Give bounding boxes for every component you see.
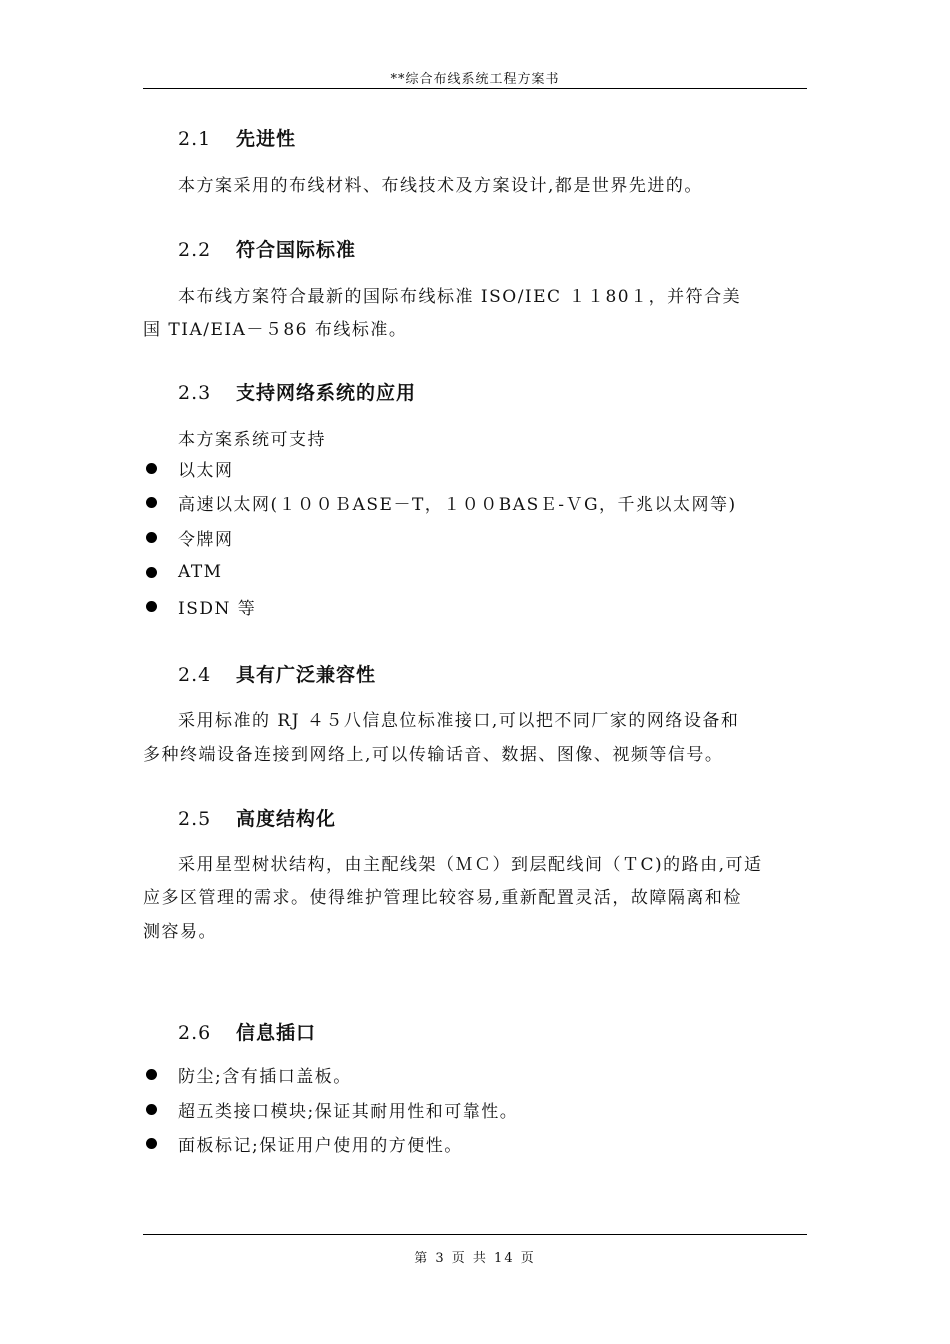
section-title: 信息插口 bbox=[236, 1022, 317, 1044]
section-heading bbox=[178, 804, 336, 831]
paragraph-line: 采用星型树状结构，由主配线架（ＭＣ）到层配线间（ＴC)的路由,可适 bbox=[178, 855, 763, 875]
section-number: 2.3 bbox=[178, 382, 212, 404]
section-heading bbox=[178, 1018, 316, 1045]
section-title: 先进性 bbox=[236, 128, 297, 150]
bullet-icon bbox=[146, 1069, 157, 1080]
paragraph-line: 国 TIA/EIA－５86 布线标准。 bbox=[143, 320, 408, 340]
bullet-icon bbox=[146, 463, 157, 474]
section-number: 2.5 bbox=[178, 808, 212, 830]
list-item bbox=[146, 594, 257, 619]
paragraph-line: 多种终端设备连接到网络上,可以传输话音、数据、图像、视频等信号。 bbox=[143, 745, 724, 765]
bullet-icon bbox=[146, 1104, 157, 1115]
section-title: 支持网络系统的应用 bbox=[236, 382, 417, 404]
section-title: 高度结构化 bbox=[236, 808, 337, 830]
bullet-icon bbox=[146, 567, 157, 578]
section-number: 2.2 bbox=[178, 239, 212, 261]
list-item bbox=[146, 1097, 519, 1122]
page-header: **综合布线系统工程方案书 bbox=[390, 72, 560, 87]
bullet-icon bbox=[146, 497, 157, 508]
bullet-icon bbox=[146, 1138, 157, 1149]
list-item bbox=[146, 456, 234, 481]
paragraph-line: 采用标准的 RJ ４５八信息位标准接口,可以把不同厂家的网络设备和 bbox=[178, 711, 740, 731]
header-rule bbox=[143, 88, 807, 89]
list-item-text: 高速以太网(１００ＢASE－T，１００BASＥ-ＶG，千兆以太网等) bbox=[178, 494, 737, 515]
list-item-text: 超五类接口模块;保证其耐用性和可靠性。 bbox=[178, 1101, 519, 1122]
section-heading bbox=[178, 235, 356, 262]
bullet-icon bbox=[146, 601, 157, 612]
list-item-text: ISDN 等 bbox=[178, 598, 257, 619]
list-item-text: 令牌网 bbox=[178, 529, 234, 550]
page-footer: 第 3 页 共 14 页 bbox=[414, 1251, 536, 1266]
section-heading bbox=[178, 378, 416, 405]
list-item bbox=[146, 490, 737, 515]
paragraph-line: 本方案采用的布线材料、布线技术及方案设计,都是世界先进的。 bbox=[178, 176, 703, 196]
list-item bbox=[146, 560, 223, 584]
paragraph-line: 应多区管理的需求。使得维护管理比较容易,重新配置灵活，故障隔离和检 bbox=[143, 888, 742, 908]
section-title: 具有广泛兼容性 bbox=[236, 664, 377, 686]
paragraph-line: 测容易。 bbox=[143, 922, 217, 942]
paragraph-line: 本布线方案符合最新的国际布线标准 ISO/ⅠEC １１80１，并符合美 bbox=[178, 287, 742, 307]
list-item bbox=[146, 525, 234, 550]
list-item-text: 面板标记;保证用户使用的方便性。 bbox=[178, 1135, 463, 1156]
list-item bbox=[146, 1131, 463, 1156]
list-item-text: 防尘;含有插口盖板。 bbox=[178, 1066, 352, 1087]
section-number: 2.4 bbox=[178, 664, 212, 686]
section-number: 2.1 bbox=[178, 128, 212, 150]
list-item-text: ATM bbox=[178, 562, 223, 582]
intro-line: 本方案系统可支持 bbox=[178, 430, 326, 450]
section-heading bbox=[178, 124, 296, 151]
section-number: 2.6 bbox=[178, 1022, 212, 1044]
section-heading bbox=[178, 660, 376, 687]
bullet-icon bbox=[146, 532, 157, 543]
list-item-text: 以太网 bbox=[178, 460, 234, 481]
section-title: 符合国际标准 bbox=[236, 239, 357, 261]
footer-rule bbox=[143, 1234, 807, 1235]
list-item bbox=[146, 1062, 352, 1087]
